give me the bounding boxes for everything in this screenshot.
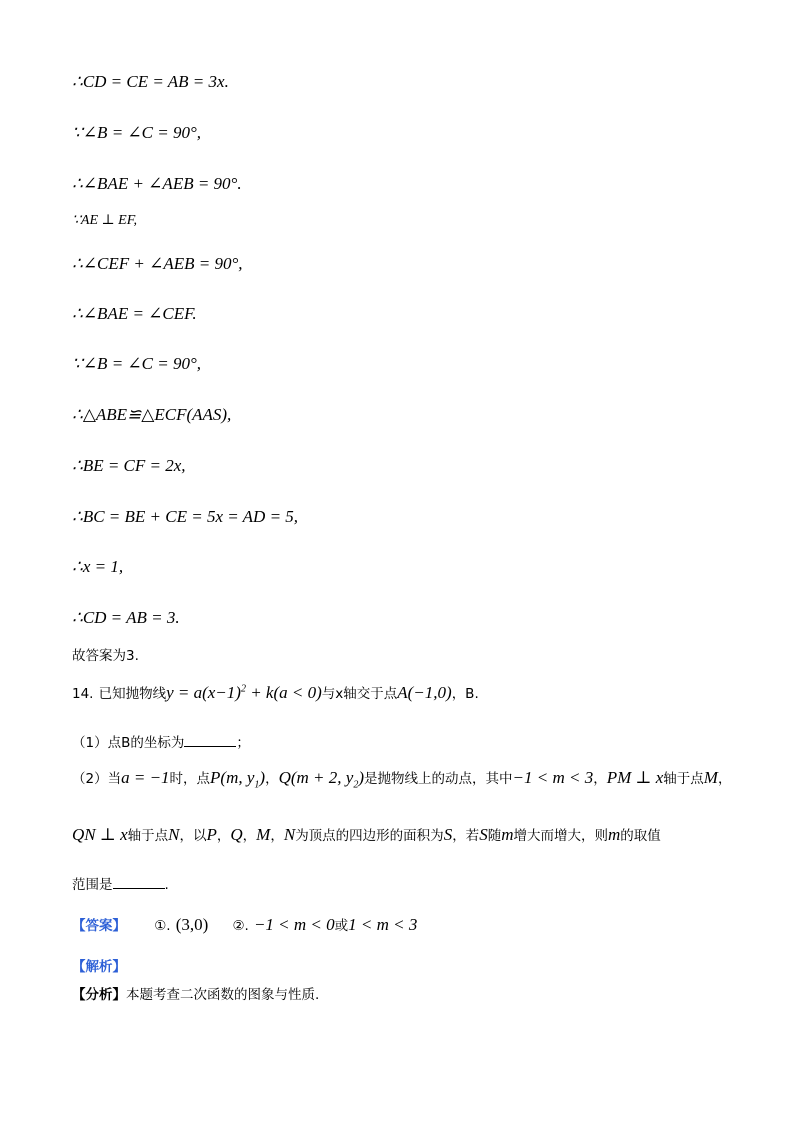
step-12: ∴CD = AB = 3. [72, 608, 180, 627]
fenxi-text: 本题考查二次函数的图象与性质. [126, 987, 320, 1003]
q14-part2: （2）当a = −1时，点P(m, $y_1$)，Q(m + 2, $y_2$)是抛物线上的动点，其中−1 < m < 3，PM ⊥ x轴于点M， [72, 768, 732, 791]
q14-stem [72, 684, 479, 702]
q14-equation: $y = a(x-1)^2 + k(a < 0)$ [166, 683, 322, 702]
q14-point-a: A(−1,0) [397, 683, 452, 702]
step-3: ∴∠BAE + ∠AEB = 90°. [72, 174, 242, 193]
answer-1: (3,0) [175, 915, 209, 934]
step-7: ∵∠B = ∠C = 90°, [72, 354, 202, 373]
step-11: ∴x = 1, [72, 557, 124, 576]
step-5: ∴∠CEF + ∠AEB = 90°, [72, 254, 243, 273]
step-2: ∵∠B = ∠C = 90°, [72, 123, 202, 142]
q14-suffix: ，B. [451, 686, 479, 702]
point-p: P(m, $y_1$) [210, 768, 266, 791]
analysis-section [72, 958, 126, 975]
q14-middle: 与x轴交于点 [321, 686, 398, 702]
step-4: ∵AE ⊥ EF, [72, 213, 137, 228]
answer-tag: 【答案】 [72, 918, 126, 934]
point-q: Q(m + 2, $y_2$) [278, 768, 364, 791]
answer-line: 故答案为3. [72, 648, 139, 664]
q14-part1: （1）点B的坐标为 ； [72, 735, 250, 751]
step-9: ∴BE = CF = 2x, [72, 456, 186, 475]
answer-blank-1[interactable] [184, 734, 236, 747]
answer-2b: 1 < m < 3 [348, 915, 418, 934]
fenxi-tag: 【分析】 [72, 987, 126, 1003]
answer-blank-2[interactable] [113, 876, 165, 889]
answer-section: 【答案】 ①. (3,0) ②. −1 < m < 0或1 < m < 3 [72, 915, 418, 934]
step-10: ∴BC = BE + CE = 5x = AD = 5, [72, 507, 299, 526]
step-6: ∴∠BAE = ∠CEF. [72, 304, 197, 323]
answer-2a: −1 < m < 0 [253, 915, 335, 934]
q14-part2-cont: QN ⊥ x轴于点N，以P，Q，M，N为顶点的四边形的面积为S，若S随m增大而增大，则m的取值 [72, 825, 661, 844]
q14-line4: 范围是 . [72, 877, 169, 893]
q14-prefix: 已知抛物线 [98, 686, 167, 702]
q14-number: 14. [72, 686, 94, 702]
analysis-tag: 【解析】 [72, 959, 126, 975]
fenxi-section [72, 986, 319, 1003]
step-1: ∴CD = CE = AB = 3x. [72, 72, 229, 91]
step-8: ∴△ABE≌△ECF(AAS), [72, 405, 232, 424]
